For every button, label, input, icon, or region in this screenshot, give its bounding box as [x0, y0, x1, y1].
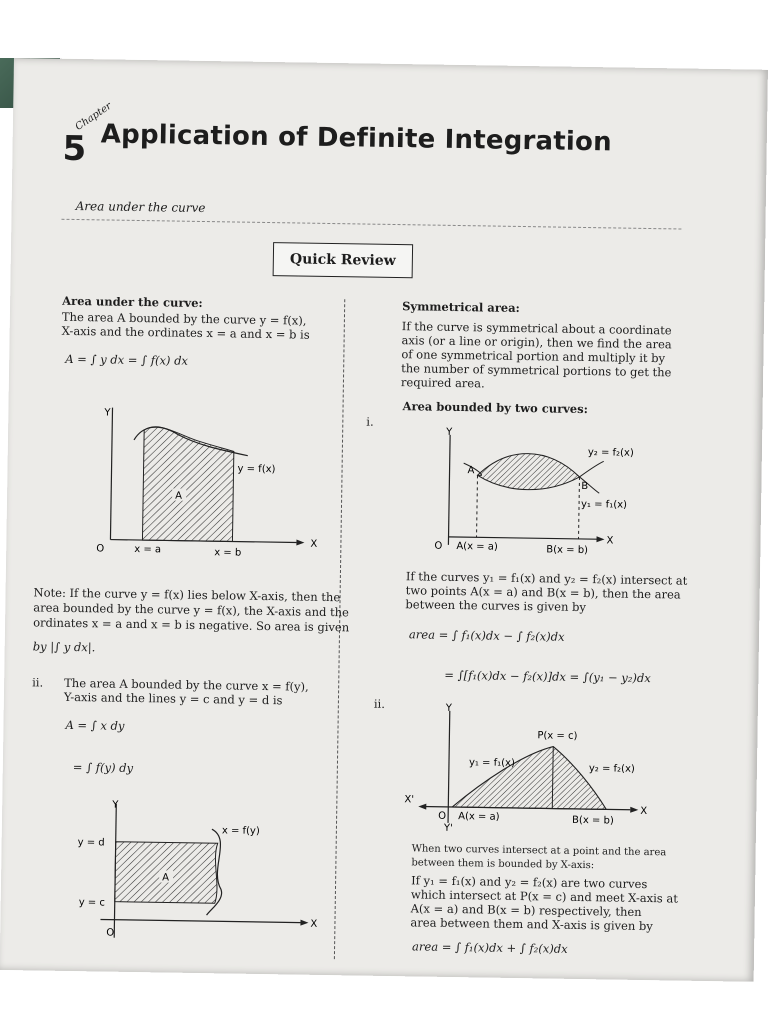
formula-area-xdy: A = ∫ x dy: [65, 717, 125, 733]
x-axis-label: X: [640, 805, 648, 818]
region-label: A: [162, 872, 170, 884]
area-formula-2: = ∫[f₁(x)dx − f₂(x)]dx = ∫(y₁ − y₂)dx: [444, 667, 651, 686]
touch-line-2: between them is bounded by X-axis:: [411, 857, 595, 872]
chapter-label: Chapter: [73, 100, 114, 133]
note-line-4: by |∫ y dx|.: [32, 639, 96, 655]
topic-heading: Area under the curve: [75, 198, 206, 216]
symmetrical-heading: Symmetrical area:: [402, 299, 520, 315]
note-line-1: Note: If the curve y = f(x) lies below X-axis, then the: [33, 585, 341, 605]
two-curves-heading: Area bounded by two curves:: [402, 399, 589, 417]
area-formula-1: area = ∫ f₁(x)dx − ∫ f₂(x)dx: [408, 627, 565, 644]
shaded-region: [452, 745, 607, 809]
xb-label: x = b: [214, 547, 242, 559]
y-axis-label: Y: [104, 407, 111, 419]
sym-line-3: of one symmetrical portion and multiply it by: [401, 347, 666, 366]
origin-label: O: [438, 810, 447, 822]
origin-label: O: [96, 543, 105, 555]
formula-area-ydx: A = ∫ y dx = ∫ f(x) dx: [65, 351, 189, 368]
touch-line-6: area between them and X-axis is given by: [410, 915, 653, 934]
origin-label: O: [434, 540, 443, 552]
y-axis-label: Y: [445, 702, 453, 714]
y-axis-label: Y: [112, 799, 119, 811]
y-axis: [110, 408, 112, 540]
curve-ext-right-top: [579, 461, 603, 477]
note-line-3: ordinates x = a and x = b is negative. So area is given: [33, 615, 350, 635]
quick-review-box: Quick Review: [273, 242, 414, 278]
figure-curves-meeting-x-axis: [402, 700, 654, 834]
x-axis: [100, 919, 300, 922]
shaded-lens: [477, 453, 580, 491]
dash-b: [579, 477, 580, 539]
x-axis-arrow: [300, 920, 308, 926]
origin-label: O: [106, 927, 115, 939]
peak-label: P(x = c): [537, 730, 578, 742]
x-axis-label: X: [606, 535, 614, 547]
touch-line-5: A(x = a) and B(x = b) respectively, then: [410, 901, 642, 919]
formula-area-fy: = ∫ f(y) dy: [72, 760, 134, 775]
x-axis-arrow: [596, 536, 604, 542]
yd-label: y = d: [77, 837, 105, 849]
point-b-label: B: [581, 480, 589, 493]
left-ii-marker: ii.: [32, 675, 44, 690]
sym-line-5: required area.: [400, 375, 485, 391]
y-axis-label: Y: [446, 426, 453, 438]
x-axis-label: X: [310, 538, 318, 550]
curves-line-2: two points A(x = a) and B(x = b), then the area: [405, 583, 681, 602]
right-ii-marker: ii.: [373, 696, 386, 711]
figure-two-curves: [426, 425, 668, 557]
curves-line-1: If the curves y₁ = f₁(x) and y₂ = f₂(x) intersect at: [405, 569, 688, 588]
xa-label: A(x = a): [456, 541, 498, 553]
curve-label: x = f(y): [221, 825, 260, 837]
yc-label: y = c: [78, 897, 105, 909]
note-line-2: area bounded by the curve y = f(x), the X-axis and the: [33, 600, 350, 620]
chapter-number: 5: [62, 128, 87, 170]
curve-label: y = f(x): [237, 463, 276, 476]
sym-line-1: If the curve is symmetrical about a coordinate: [401, 319, 672, 338]
textbook-page: [0, 58, 768, 982]
touch-line-1: When two curves intersect at a point and the area: [411, 843, 667, 859]
x-neg-label: X': [404, 794, 415, 806]
region-label: A: [175, 490, 183, 502]
touch-formula: area = ∫ f₁(x)dx + ∫ f₂(x)dx: [411, 939, 568, 956]
y1-label: y₁ = f₁(x): [580, 498, 628, 511]
x-neg-arrow: [418, 803, 426, 809]
left-heading: Area under the curve:: [62, 293, 203, 310]
y2-label: y₂ = f₂(x): [587, 447, 634, 459]
left-intro-2: X-axis and the ordinates x = a and x = b is: [61, 323, 310, 342]
left-ii-line-2: Y-axis and the lines y = c and y = d is: [63, 689, 283, 708]
y-neg-label: Y': [443, 822, 453, 834]
sym-line-4: the number of symmetrical portions to get the: [401, 361, 672, 380]
left-intro-1: The area A bounded by the curve y = f(x),: [61, 309, 307, 328]
sym-line-2: axis (or a line or origin), then we find the area: [401, 333, 672, 352]
point-a-label: A: [467, 465, 475, 477]
x-axis: [449, 537, 597, 539]
y-axis: [448, 435, 450, 545]
y2-label: y₂ = f₂(x): [588, 763, 635, 775]
y1-label: y₁ = f₁(x): [468, 757, 515, 769]
y-axis: [448, 711, 450, 823]
xb-label: B(x = b): [572, 814, 614, 827]
curves-line-3: between the curves is given by: [405, 597, 587, 615]
topic-divider: [61, 219, 681, 230]
x-axis-arrow: [296, 539, 304, 545]
figure-area-under-curve: [76, 399, 328, 563]
x-axis-label: X: [310, 918, 318, 930]
xa-label: A(x = a): [458, 811, 500, 823]
left-ii-line-1: The area A bounded by the curve x = f(y),: [64, 675, 309, 694]
xb-label: B(x = b): [546, 544, 589, 557]
shaded-region: [142, 427, 234, 542]
touch-line-4: which intersect at P(x = c) and meet X-axis at: [410, 887, 679, 906]
xa-label: x = a: [134, 543, 162, 556]
right-i-marker: i.: [366, 414, 374, 429]
x-axis-arrow: [630, 807, 638, 813]
touch-line-3: If y₁ = f₁(x) and y₂ = f₂(x) are two curves: [411, 873, 648, 892]
chapter-title: Application of Definite Integration: [100, 119, 613, 158]
figure-area-along-y: [60, 797, 322, 951]
dash-a: [477, 475, 478, 537]
